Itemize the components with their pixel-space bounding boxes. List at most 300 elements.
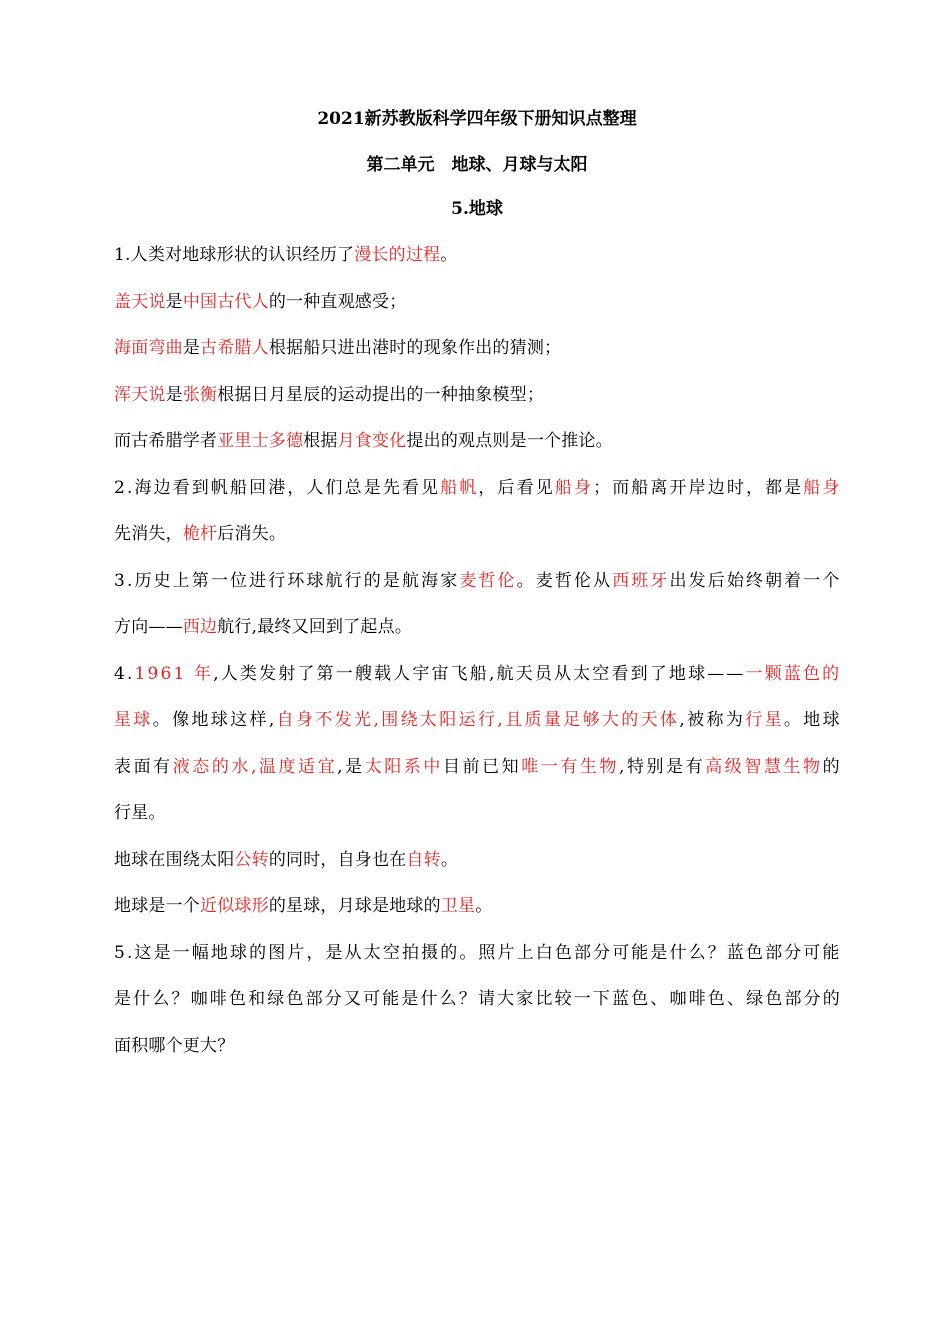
highlighted-char: 足: [563, 710, 581, 730]
highlighted-char: 阳: [439, 710, 457, 730]
text-char: 比: [535, 989, 553, 1009]
text-char: 是: [325, 942, 343, 963]
text-line-2: [114, 279, 840, 326]
text-char: 地: [210, 942, 229, 963]
highlighted-char: 系: [403, 756, 422, 777]
text-line-8: [114, 558, 840, 605]
text-char: 色: [286, 989, 304, 1009]
text-char: 样: [249, 710, 267, 730]
text-char: 、: [727, 989, 745, 1009]
text-char: ；: [593, 477, 611, 498]
text-segment: 后消失。: [217, 524, 287, 544]
text-segment: 先消失，: [114, 524, 183, 544]
text-char: 帆: [210, 477, 229, 498]
highlighted-char: 生: [579, 756, 598, 777]
text-char: 。: [152, 710, 170, 730]
text-char: 到: [191, 477, 209, 498]
text-char: 船: [631, 477, 649, 498]
text-segment: 行星。: [114, 803, 166, 823]
text-char: 可: [803, 942, 821, 963]
text-line-17: [114, 976, 840, 1023]
text-segment: 1.人类对地球形状的认识经历了: [114, 245, 355, 265]
text-char: 地: [803, 710, 821, 730]
text-char: ，: [745, 477, 764, 498]
text-line-6: [114, 465, 840, 512]
highlighted-char: 度: [278, 756, 296, 777]
text-char: 为: [725, 710, 744, 730]
text-char: 5: [114, 942, 126, 963]
text-char: 摄: [421, 942, 439, 963]
text-char: 进: [249, 570, 267, 591]
highlighted-char: 身: [296, 710, 314, 730]
highlighted-char: 船: [803, 477, 821, 498]
highlighted-char: 伦: [497, 570, 515, 591]
text-char: 部: [573, 942, 592, 963]
text-char: 边: [153, 477, 171, 498]
text-char: 目: [442, 756, 461, 777]
text-segment: 的星球，月球是地球的: [268, 896, 441, 916]
text-line-4: [114, 372, 840, 419]
text-char: 较: [554, 989, 572, 1009]
text-segment: 根据船只进出港时的现象作出的猜测；: [268, 338, 562, 358]
text-line-9: [114, 604, 840, 651]
text-char: 到: [630, 663, 648, 684]
text-char: 历: [134, 570, 152, 591]
text-char: 咖: [669, 989, 687, 1009]
highlighted-char: 物: [803, 756, 821, 777]
text-char: 色: [707, 989, 726, 1009]
text-line-14: [114, 837, 840, 884]
text-char: 像: [172, 710, 190, 730]
highlighted-char: 班: [631, 570, 649, 591]
highlighted-term: 月食变化: [337, 431, 407, 451]
text-line-5: [114, 418, 840, 465]
highlighted-char: 蓝: [783, 663, 802, 684]
highlighted-term: 中国古代人: [182, 291, 269, 312]
text-char: 是: [666, 756, 684, 777]
text-char: .: [126, 942, 133, 963]
highlighted-char: 9: [147, 663, 159, 684]
text-char: 看: [516, 477, 534, 498]
text-char: 幅: [191, 942, 209, 963]
text-char: 球: [306, 570, 324, 591]
text-char: 类: [239, 663, 258, 684]
text-char: 照: [478, 942, 496, 963]
highlighted-term: 西边: [182, 617, 218, 637]
text-char: 已: [482, 756, 500, 777]
text-char: ，: [287, 477, 305, 498]
text-char: 都: [765, 477, 783, 498]
text-char: 看: [401, 477, 420, 498]
text-char: 船: [469, 663, 487, 684]
highlighted-char: 身: [573, 477, 592, 498]
highlighted-char: 慧: [763, 756, 782, 777]
text-char: 个: [822, 570, 840, 591]
text-char: 位: [230, 570, 248, 591]
highlighted-char: 不: [315, 710, 333, 730]
text-char: ,: [488, 663, 495, 684]
highlighted-char: 哲: [478, 570, 496, 591]
text-line-13: [114, 790, 840, 837]
text-char: ,: [337, 756, 343, 777]
text-char: 航: [401, 570, 420, 591]
text-char: 地: [668, 663, 687, 684]
text-char: 天: [515, 663, 533, 684]
text-segment: 而古希腊学者: [114, 431, 218, 451]
text-segment: 面积哪个更大？: [114, 1035, 235, 1056]
text-char: 面: [133, 756, 151, 777]
text-char: 行: [268, 570, 286, 591]
highlighted-char: 阳: [384, 756, 402, 777]
text-char: 能: [631, 942, 649, 963]
highlighted-char: 的: [822, 663, 840, 684]
text-char: 球: [230, 942, 248, 963]
text-char: 别: [646, 756, 664, 777]
text-char: 球: [210, 710, 228, 730]
highlighted-char: 色: [803, 663, 821, 684]
text-char: 是: [382, 570, 401, 591]
text-char: 什: [669, 942, 687, 963]
text-char: 第: [316, 663, 334, 684]
text-char: 下: [592, 989, 611, 1009]
highlighted-char: 的: [211, 756, 230, 777]
highlighted-char: 够: [582, 710, 600, 730]
text-char: 3: [114, 570, 126, 591]
highlighted-char: 且: [505, 710, 523, 730]
text-char: 是: [784, 477, 802, 498]
text-char: 回: [249, 477, 267, 498]
highlighted-char: 一: [540, 756, 558, 777]
text-char: 一: [172, 942, 190, 963]
text-segment: 。: [440, 245, 458, 265]
highlighted-char: 颗: [764, 663, 782, 684]
text-char: 色: [554, 942, 573, 963]
text-char: 一: [803, 570, 821, 591]
text-char: 终: [745, 570, 764, 591]
highlighted-term: 自转: [406, 849, 441, 870]
text-char: 可: [363, 989, 381, 1009]
highlighted-char: 量: [543, 710, 562, 730]
highlighted-char: 有: [560, 756, 578, 777]
text-char: 宙: [431, 663, 449, 684]
text-char: 拍: [401, 942, 420, 963]
text-char: 空: [382, 942, 401, 963]
highlighted-char: 的: [621, 710, 639, 730]
highlighted-char: 太: [364, 756, 382, 777]
text-char: 大: [497, 989, 515, 1009]
unit-title: 第二单元 地球、月球与太阳: [366, 155, 588, 175]
text-segment: 提出的观点则是一个推论。: [406, 431, 613, 451]
text-char: 绿: [746, 989, 764, 1009]
highlighted-char: 身: [822, 477, 840, 498]
text-char: 从: [344, 942, 362, 963]
text-char: ,: [679, 710, 685, 730]
highlighted-term: 近似球形: [200, 896, 269, 916]
text-char: —: [707, 663, 725, 684]
text-char: 行: [344, 570, 362, 591]
text-char: 咖: [190, 989, 208, 1009]
text-char: 什: [420, 989, 438, 1009]
text-char: 而: [612, 477, 630, 498]
highlighted-char: 太: [419, 710, 438, 730]
highlighted-char: 球: [133, 710, 151, 730]
text-char: 见: [421, 477, 439, 498]
text-char: 从: [593, 570, 611, 591]
text-char: 出: [669, 570, 687, 591]
text-char: 蓝: [726, 942, 745, 963]
highlighted-char: 高: [705, 756, 723, 777]
text-segment: 的一种直观感受；: [268, 291, 407, 312]
text-char: 么: [439, 989, 457, 1009]
text-char: ，: [478, 477, 496, 498]
highlighted-char: 物: [599, 756, 617, 777]
highlighted-char: 适: [298, 756, 316, 777]
text-char: 2: [114, 477, 126, 498]
text-segment: 的: [822, 756, 840, 777]
highlighted-char: 星: [114, 710, 132, 730]
text-char: 空: [592, 663, 610, 684]
highlighted-term: 古希腊人: [200, 338, 269, 358]
text-char: 前: [462, 756, 480, 777]
highlighted-term: 亚里士多德: [217, 431, 304, 451]
text-char: 能: [382, 989, 400, 1009]
text-char: 可: [612, 942, 630, 963]
highlighted-char: 体: [660, 710, 678, 730]
text-char: 啡: [209, 989, 227, 1009]
text-line-10: [114, 651, 840, 698]
highlighted-char: ,: [250, 756, 257, 777]
text-char: 着: [784, 570, 802, 591]
highlighted-char: 自: [276, 710, 294, 730]
text-char: 和: [248, 989, 266, 1009]
text-line-15: [114, 883, 840, 930]
text-char: 特: [626, 756, 645, 777]
highlighted-char: 牙: [650, 570, 668, 591]
text-char: 色: [228, 989, 247, 1009]
highlighted-char: 麦: [459, 570, 477, 591]
text-char: ？: [171, 989, 189, 1009]
text-char: 人: [393, 663, 411, 684]
text-char: 离: [650, 477, 668, 498]
text-char: 称: [706, 710, 724, 730]
text-char: 射: [278, 663, 296, 684]
text-char: 总: [344, 477, 362, 498]
text-char: 是: [345, 756, 363, 777]
text-char: 什: [133, 989, 151, 1009]
highlighted-char: 温: [258, 756, 277, 777]
highlighted-term: 盖天说: [114, 291, 166, 312]
highlighted-char: 行: [478, 710, 496, 730]
text-char: 表: [114, 756, 132, 777]
text-char: 员: [534, 663, 553, 684]
text-char: 开: [669, 477, 687, 498]
highlighted-char: 级: [724, 756, 742, 777]
highlighted-char: [186, 651, 192, 698]
text-char: 看: [611, 663, 629, 684]
highlighted-char: 生: [783, 756, 801, 777]
text-char: 船: [230, 477, 248, 498]
text-char: 球: [688, 663, 706, 684]
text-char: 发: [688, 570, 706, 591]
text-char: 分: [324, 989, 342, 1009]
text-char: ？: [707, 942, 725, 963]
text-char: ,: [619, 756, 625, 777]
text-char: 部: [765, 942, 783, 963]
text-char: 分: [803, 989, 821, 1009]
text-segment: 航行,最终又回到了起点。: [217, 617, 413, 637]
text-char: 环: [287, 570, 305, 591]
text-char: 见: [535, 477, 553, 498]
highlighted-char: 船: [440, 477, 458, 498]
highlighted-char: 天: [640, 710, 658, 730]
highlighted-char: 年: [194, 663, 212, 684]
text-char: 发: [259, 663, 277, 684]
highlighted-term: 海面弯曲: [114, 338, 183, 358]
text-char: 是: [363, 477, 381, 498]
highlighted-char: 液: [172, 756, 190, 777]
text-char: 载: [374, 663, 392, 684]
text-line-1: [114, 232, 840, 279]
highlighted-char: 星: [764, 710, 782, 730]
text-line-7: [114, 511, 840, 558]
text-char: 家: [440, 570, 458, 591]
text-char: 球: [822, 710, 840, 730]
highlighted-char: 中: [423, 756, 441, 777]
text-char: 知: [501, 756, 519, 777]
text-char: 的: [440, 942, 458, 963]
text-segment: 是: [165, 291, 183, 312]
document-title: 2021新苏教版科学四年级下册知识点整理: [317, 109, 637, 129]
text-char: ,: [213, 663, 219, 684]
highlighted-char: 态: [192, 756, 210, 777]
text-segment: 是: [165, 384, 183, 405]
text-char: 航: [496, 663, 514, 684]
highlighted-char: 宜: [317, 756, 335, 777]
text-char: 分: [784, 942, 802, 963]
document-page: [114, 104, 840, 1069]
text-segment: 根据: [303, 431, 338, 451]
text-char: 么: [152, 989, 170, 1009]
text-char: 部: [305, 989, 323, 1009]
highlighted-term: 漫长的过程: [354, 245, 441, 265]
text-char: 这: [134, 942, 152, 963]
text-char: 的: [363, 570, 381, 591]
text-char: 时: [726, 477, 745, 498]
text-char: 的: [822, 989, 840, 1009]
text-char: 史: [153, 570, 171, 591]
text-char: 部: [784, 989, 802, 1009]
highlighted-char: 光: [354, 710, 372, 730]
highlighted-term: 桅杆: [182, 524, 218, 544]
text-char: 从: [553, 663, 572, 684]
text-segment: 根据日月星辰的运动提出的一种抽象模型；: [217, 384, 545, 405]
text-char: 有: [153, 756, 171, 777]
highlighted-char: 大: [601, 710, 620, 730]
text-char: 能: [822, 942, 840, 963]
text-segment: 是: [182, 338, 201, 358]
text-char: 、: [650, 989, 668, 1009]
highlighted-char: 唯: [521, 756, 539, 777]
text-char: 4: [114, 663, 126, 684]
text-segment: 。: [475, 896, 493, 916]
highlighted-char: 1: [173, 663, 185, 684]
text-segment: 。: [440, 849, 459, 870]
highlighted-char: 6: [160, 663, 172, 684]
text-char: ？: [458, 989, 477, 1009]
text-char: 一: [573, 989, 591, 1009]
text-char: 航: [325, 570, 343, 591]
text-char: 白: [535, 942, 553, 963]
text-line-3: [114, 325, 840, 372]
highlighted-char: ,: [373, 710, 380, 730]
text-char: 又: [343, 989, 362, 1009]
highlighted-char: 发: [334, 710, 352, 730]
text-char: 色: [765, 989, 783, 1009]
text-char: 伦: [573, 570, 592, 591]
text-char: 。: [783, 710, 802, 730]
text-char: —: [726, 663, 744, 684]
highlighted-char: ,: [497, 710, 503, 730]
text-char: 飞: [450, 663, 468, 684]
text-char: 边: [707, 477, 725, 498]
text-char: 片: [497, 942, 515, 963]
text-char: 是: [114, 989, 132, 1009]
text-char: 艘: [354, 663, 373, 684]
text-char: 的: [249, 942, 267, 963]
text-char: 色: [745, 942, 764, 963]
text-char: 了: [649, 663, 667, 684]
highlighted-char: 西: [612, 570, 630, 591]
text-char: 有: [685, 756, 703, 777]
text-char: 了: [297, 663, 315, 684]
text-char: 色: [631, 989, 649, 1009]
highlighted-char: 绕: [400, 710, 418, 730]
text-char: 麦: [535, 570, 553, 591]
text-char: 始: [726, 570, 745, 591]
text-line-18: [114, 1023, 840, 1070]
text-char: 哲: [554, 570, 573, 591]
text-char: ，: [306, 942, 324, 963]
highlighted-char: 一: [745, 663, 763, 684]
highlighted-char: 1: [134, 663, 146, 684]
text-char: 先: [382, 477, 401, 498]
text-line-16: [114, 930, 840, 977]
text-char: 。: [459, 942, 477, 963]
text-char: ,: [268, 710, 275, 730]
text-char: 海: [421, 570, 439, 591]
text-char: 图: [268, 942, 286, 963]
highlighted-term: 公转: [234, 849, 269, 870]
text-char: 朝: [765, 570, 783, 591]
text-segment: 的同时，自身也在: [268, 849, 407, 870]
text-char: 一: [210, 570, 229, 591]
text-char: 宇: [412, 663, 430, 684]
text-line-11: [114, 697, 840, 744]
text-char: 是: [401, 989, 419, 1009]
text-char: 一: [335, 663, 353, 684]
highlighted-char: 船: [554, 477, 573, 498]
text-char: 地: [191, 710, 209, 730]
text-char: 人: [220, 663, 238, 684]
text-char: 这: [230, 710, 248, 730]
highlighted-term: 卫星: [440, 896, 476, 916]
text-char: 是: [650, 942, 668, 963]
text-char: 家: [516, 989, 534, 1009]
text-char: 蓝: [612, 989, 630, 1009]
text-segment: 方向——: [114, 617, 183, 637]
highlighted-term: 浑天说: [114, 384, 166, 405]
text-segment: 地球是一个: [114, 896, 200, 916]
